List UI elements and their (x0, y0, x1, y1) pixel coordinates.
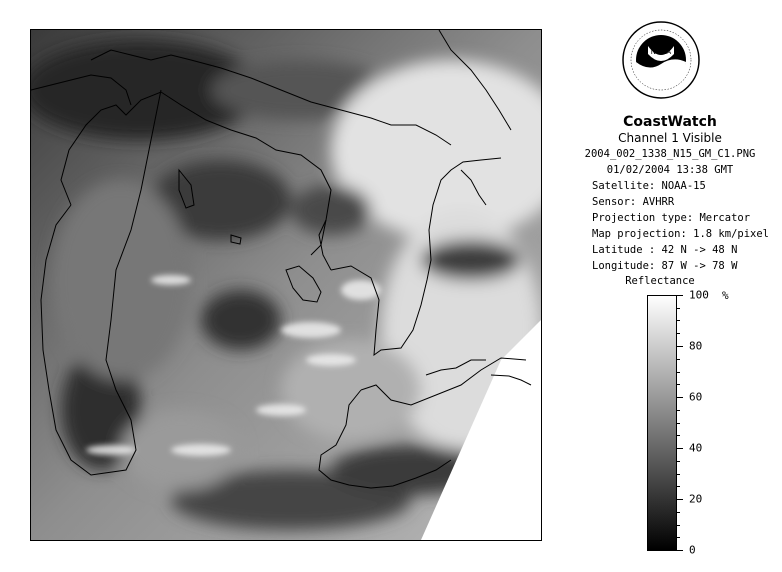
colorbar-tick (677, 537, 680, 538)
colorbar-tick (677, 359, 680, 360)
colorbar-tick (677, 550, 683, 551)
colorbar-tick (677, 397, 683, 398)
colorbar-tick (677, 295, 683, 296)
filename-text: 2004_002_1338_N15_GM_C1.PNG (584, 148, 756, 160)
colorbar-tick-label: 40 (689, 441, 703, 455)
colorbar-tick (677, 512, 680, 513)
colorbar-tick (677, 474, 680, 475)
colorbar-tick (677, 320, 680, 321)
colorbar-axis (677, 288, 757, 557)
colorbar-tick (677, 499, 683, 500)
noaa-logo-icon (621, 20, 701, 100)
colorbar-tick (677, 346, 683, 347)
projection-type-text: Projection type: Mercator (592, 212, 751, 224)
colorbar-tick (677, 435, 680, 436)
latitude-text: Latitude : 42 N -> 48 N (592, 244, 738, 256)
colorbar-tick-label: 0 (689, 543, 696, 557)
colorbar-unit: % (722, 289, 729, 302)
longitude-text: Longitude: 87 W -> 78 W (592, 260, 738, 272)
product-title: CoastWatch (623, 114, 717, 130)
colorbar-tick (677, 372, 680, 373)
colorbar-tick-label: 100 (689, 288, 709, 302)
colorbar-tick (677, 384, 680, 385)
satellite-image (31, 30, 541, 540)
colorbar-tick (677, 461, 680, 462)
colorbar-tick (677, 333, 680, 334)
colorbar-tick (677, 486, 680, 487)
channel-subtitle: Channel 1 Visible (618, 131, 722, 145)
colorbar-tick (677, 423, 680, 424)
colorbar (647, 295, 677, 551)
map-projection-text: Map projection: 1.8 km/pixel (592, 228, 770, 240)
sensor-text: Sensor: AVHRR (592, 196, 675, 208)
colorbar-tick-label: 80 (689, 339, 703, 353)
colorbar-tick (677, 410, 680, 411)
colorbar-label: Reflectance (625, 275, 695, 287)
satellite-map (30, 29, 542, 541)
datetime-text: 01/02/2004 13:38 GMT (606, 164, 734, 176)
satellite-text: Satellite: NOAA-15 (592, 180, 706, 192)
colorbar-tick (677, 308, 680, 309)
colorbar-tick (677, 448, 683, 449)
colorbar-tick-label: 20 (689, 492, 703, 506)
colorbar-tick-label: 60 (689, 390, 703, 404)
logo-text: NOAA (650, 48, 672, 56)
colorbar-tick (677, 525, 680, 526)
